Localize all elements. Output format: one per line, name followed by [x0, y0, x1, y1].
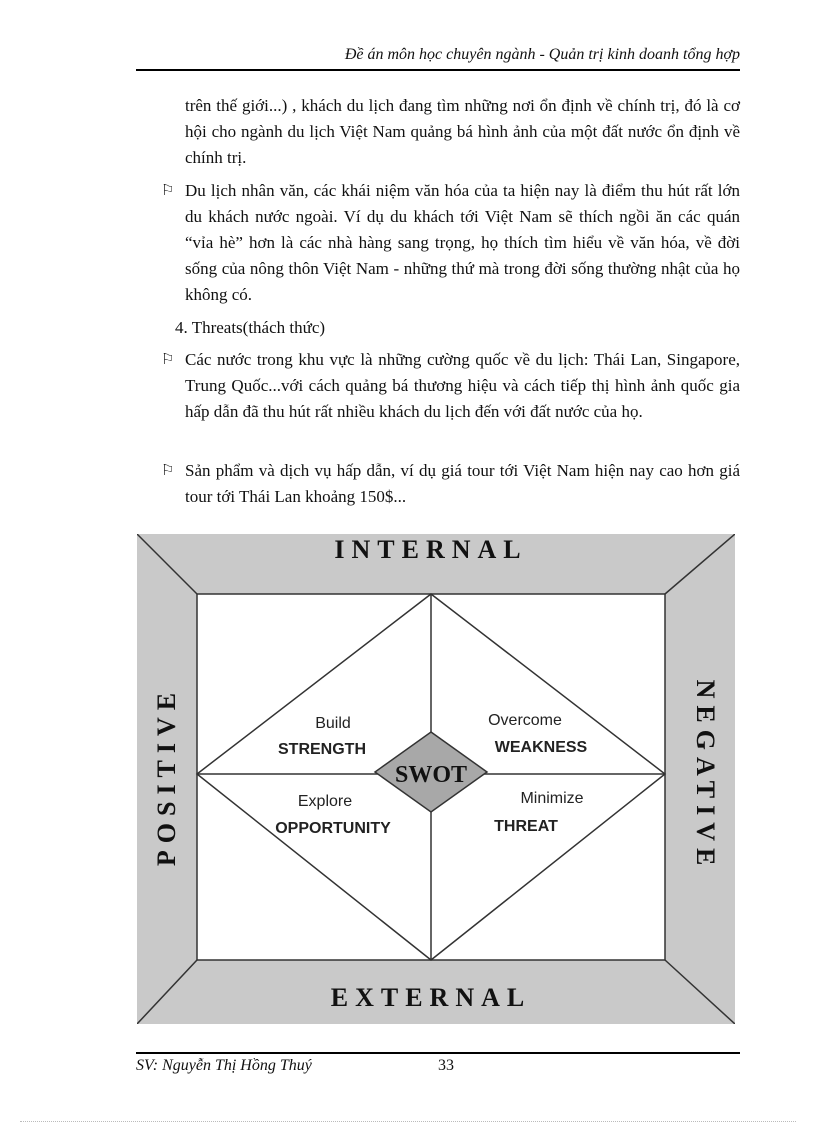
label-positive: POSITIVE	[152, 685, 181, 867]
paragraph-culture-tourism: Du lịch nhân văn, các khái niệm văn hóa của ta hiện nay là điểm thu hút rất lớn du khách nước ngoài. Ví dụ du khách tới Việt Nam sẽ thích ngồi ăn các quán “vỉa hè” hơn là các nhà hàng sang trọng, họ thích tìm hiểu về văn hóa, về đời sống của nông thôn Việt Nam - những thứ mà trong đời sống thường nhật của họ không có.	[185, 181, 740, 304]
bullet-flag-icon: ⚐	[161, 183, 175, 199]
strength-verb: Build	[315, 715, 351, 732]
page-header-title: Đề án môn học chuyên ngành - Quản trị kinh doanh tổng hợp	[344, 46, 740, 63]
bullet-flag-icon: ⚐	[161, 463, 175, 479]
label-internal: INTERNAL	[334, 535, 528, 564]
label-negative: NEGATIVE	[691, 679, 720, 873]
footer-author: SV: Nguyễn Thị Hồng Thuý	[136, 1057, 312, 1074]
opportunity-verb: Explore	[297, 793, 353, 810]
label-swot: SWOT	[394, 762, 468, 788]
threat-noun: THREAT	[494, 818, 558, 835]
footer-rule	[136, 1052, 740, 1054]
header-rule	[136, 69, 740, 71]
opportunity-noun: OPPORTUNITY	[275, 820, 391, 837]
paragraph-regional-competition: Các nước trong khu vực là những cường quốc về du lịch: Thái Lan, Singapore, Trung Quốc...với cách quảng bá thương hiệu và cách tiếp thị hình ảnh quốc gia hấp dẫn đã thu hút rất nhiều khách du lịch đến với đất nước của họ.	[185, 350, 740, 421]
weakness-verb: Overcome	[488, 712, 562, 729]
page-number: 33	[438, 1057, 454, 1074]
section-heading-threats: 4. Threats(thách thức)	[175, 318, 326, 337]
bullet-flag-icon: ⚐	[161, 352, 175, 368]
paragraph-tour-prices: Sản phẩm và dịch vụ hấp dẫn, ví dụ giá tour tới Việt Nam hiện nay cao hơn giá tour tới Thái Lan khoảng 150$...	[185, 461, 740, 506]
swot-diagram	[137, 534, 735, 1024]
strength-noun: STRENGTH	[278, 741, 366, 758]
paragraph-opportunity-politics: trên thế giới...) , khách du lịch đang tìm những nơi ổn định về chính trị, đó là cơ hội cho ngành du lịch Việt Nam quảng bá hình ảnh của một đất nước ổn định về chính trị.	[185, 96, 740, 167]
weakness-noun: WEAKNESS	[494, 739, 588, 756]
threat-verb: Minimize	[520, 790, 584, 807]
page-bottom-border	[20, 1121, 796, 1122]
label-external: EXTERNAL	[330, 983, 532, 1012]
